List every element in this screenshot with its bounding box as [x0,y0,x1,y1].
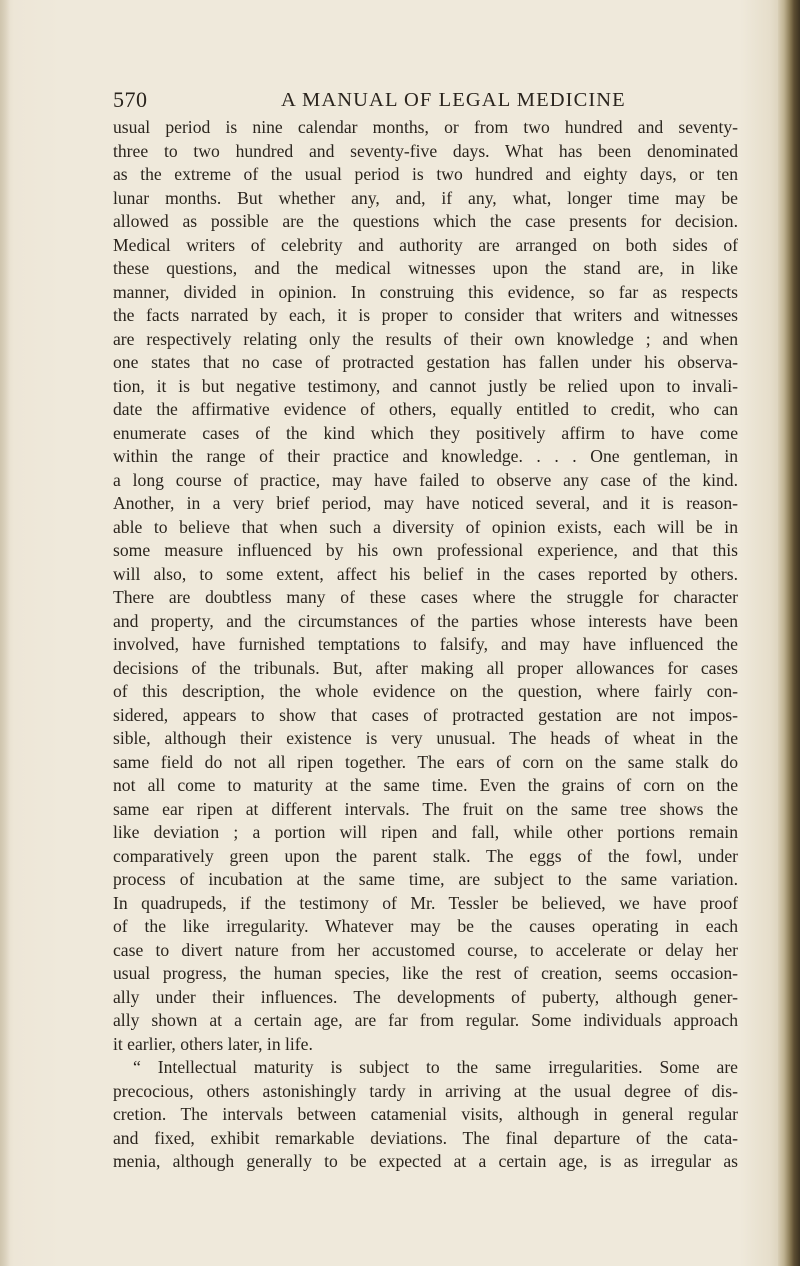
text-line: enumerate cases of the kind which they positively affirm to have come [113,422,738,443]
text-line: menia, although generally to be expected at a certain age, is as irregular as [113,1151,738,1171]
text-line: process of incubation at the same time, are subject to the same variation. [113,869,738,889]
page-left-edge [0,0,10,1266]
text-line: There are doubtless many of these cases where the struggle for character [113,587,738,607]
page-number: 570 [113,87,148,112]
text-line: sible, although their existence is very unusual. The heads of wheat in the [113,728,738,748]
text-line: a long course of practice, may have failed to observe any case of the kind. [113,469,738,490]
text-line: same field do not all ripen together. The ears of corn on the same stalk do [113,751,738,772]
page-binding-shadow [778,0,800,1266]
text-line: will also, to some extent, affect his belief in the cases reported by others. [113,563,738,584]
text-line: decisions of the tribunals. But, after making all proper allowances for cases [113,657,738,678]
text-line: same ear ripen at different intervals. The fruit on the same tree shows the [113,798,738,819]
text-line: these questions, and the medical witnesses upon the stand are, in like [113,258,738,278]
text-line: the facts narrated by each, it is proper to consider that writers and witnesses [113,305,738,325]
text-line: manner, divided in opinion. In construing this evidence, so far as respects [113,281,738,302]
text-line: sidered, appears to show that cases of protracted gestation are not impos- [113,704,738,725]
text-line: tion, it is but negative testimony, and cannot justly be relied upon to invali- [113,375,738,396]
text-line: date the affirmative evidence of others, equally entitled to credit, who can [113,399,738,419]
text-line: one states that no case of protracted gestation has fallen under his observa- [113,352,738,372]
text-line: of the like irregularity. Whatever may be the causes operating in each [113,916,738,936]
text-line: ally under their influences. The developments of puberty, although gener- [113,986,738,1007]
text-line: three to two hundred and seventy-five days. What has been denominated [113,140,738,161]
text-line: it earlier, others later, in life. [113,1033,313,1054]
text-line: like deviation ; a portion will ripen and fall, while other portions remain [113,822,738,842]
text-line: able to believe that when such a diversity of opinion exists, each will be in [113,516,738,537]
text-line: In quadrupeds, if the testimony of Mr. Tessler be believed, we have proof [113,892,738,913]
text-line: and property, and the circumstances of the parties whose interests have been [113,610,738,631]
text-line: not all come to maturity at the same time. Even the grains of corn on the [113,775,738,795]
text-line: case to divert nature from her accustomed course, to accelerate or delay her [113,939,738,960]
text-line: some measure influenced by his own professional experience, and that this [113,540,738,560]
body-text [113,116,738,1174]
text-line: ally shown at a certain age, are far from regular. Some individuals approach [113,1010,738,1030]
text-line: of this description, the whole evidence on the question, where fairly con- [113,681,738,701]
text-line: within the range of their practice and knowledge. . . . One gentleman, in [113,446,738,466]
text-line: allowed as possible are the questions which the case presents for decision. [113,211,738,231]
text-line: as the extreme of the usual period is two hundred and eighty days, or ten [113,164,738,184]
page-header [113,86,743,114]
text-line: “ Intellectual maturity is subject to the same irregularities. Some are [133,1057,738,1077]
text-line: and fixed, exhibit remarkable deviations. The final departure of the cata- [113,1127,738,1148]
text-line: comparatively green upon the parent stalk. The eggs of the fowl, under [113,845,738,866]
text-line: usual period is nine calendar months, or from two hundred and seventy- [113,117,738,137]
text-line: Medical writers of celebrity and authority are arranged on both sides of [113,234,738,255]
text-line: are respectively relating only the results of their own knowledge ; and when [113,328,738,349]
text-line: cretion. The intervals between catamenial visits, although in general regular [113,1104,738,1124]
text-line: involved, have furnished temptations to falsify, and may have influenced the [113,634,738,654]
text-line: lunar months. But whether any, and, if any, what, longer time may be [113,187,738,208]
text-line: precocious, others astonishingly tardy in arriving at the usual degree of dis- [113,1080,738,1101]
running-title: A MANUAL OF LEGAL MEDICINE [281,89,626,111]
text-line: usual progress, the human species, like the rest of creation, seems occasion- [113,963,738,983]
text-line: Another, in a very brief period, may have noticed several, and it is reason- [113,493,738,513]
